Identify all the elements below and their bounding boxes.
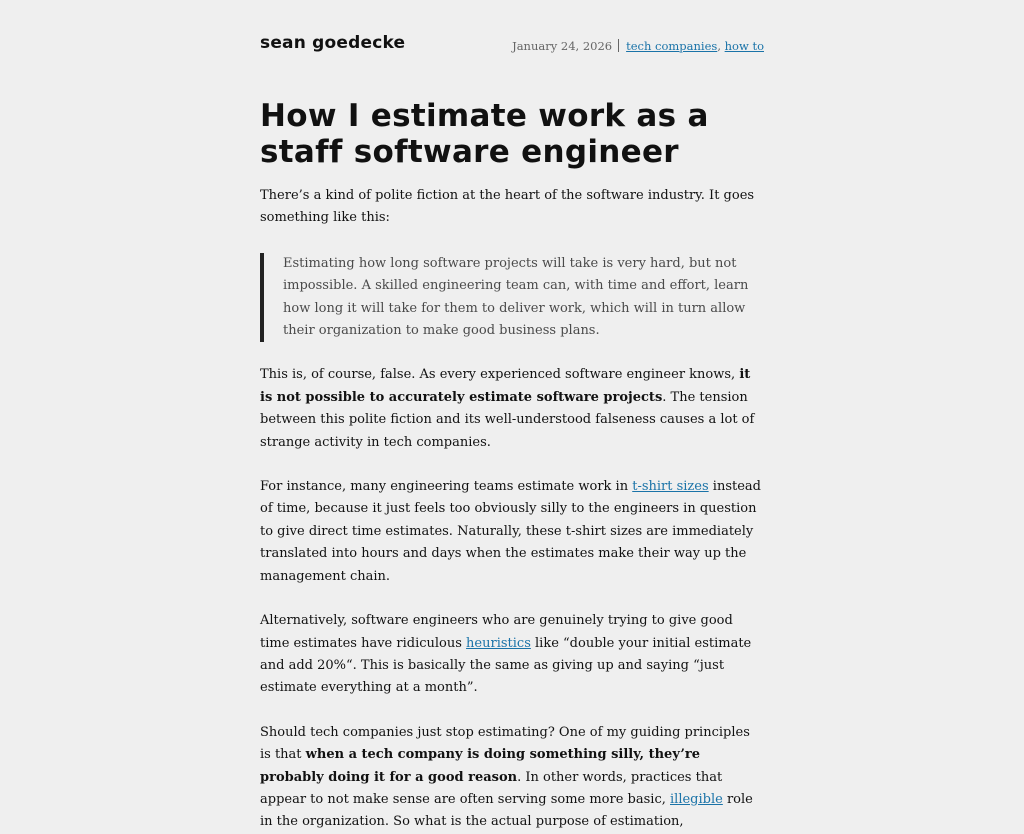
heuristics-link[interactable]: heuristics xyxy=(466,635,531,651)
article-page xyxy=(260,0,764,834)
intro-paragraph: There’s a kind of polite fiction at the heart of the software industry. It goes something like this: xyxy=(260,188,755,226)
paragraph-3-text-b: like “double your initial estimate and add 20%“. This is basically the same as giving up and saying “just estimate everything at a month”. xyxy=(260,635,752,696)
paragraph-2-text-a: For instance, many engineering teams estimate work in xyxy=(260,479,633,495)
tag-link-tech-companies[interactable]: tech companies xyxy=(626,39,718,53)
meta-divider xyxy=(618,39,619,52)
paragraph-4-text-a: Should tech companies just stop estimating? One of my guiding principles is that xyxy=(260,724,750,763)
paragraph-4 xyxy=(260,722,764,834)
paragraph-2-text-b: instead of time, because it just feels too obviously silly to the engineers in question to give direct time estimates. Naturally, these t-shirt sizes are immediately translated into hours and days when the estimates make their way up the management chain. xyxy=(260,479,761,584)
quote-text: Estimating how long software projects will take is very hard, but not impossible. A skilled engineering team can, with time and effort, learn how long it will take for them to deliver work, which will in turn allow their organization to make good business plans. xyxy=(283,255,749,339)
paragraph-1-bold: it is not possible to accurately estimate software projects xyxy=(260,367,751,405)
paragraph-3-text-a: Alternatively, software engineers who are genuinely trying to give good time estimates have ridiculous xyxy=(260,613,733,651)
site-header xyxy=(260,0,764,60)
paragraph-4-text-c: role in the organization. So what is the actual purpose of estimation, xyxy=(260,791,753,830)
paragraph-1 xyxy=(260,364,764,454)
post-meta xyxy=(512,39,764,53)
paragraph-1-text-b: . The tension between this polite fiction and its well-understood falseness causes a lot of strange activity in tech companies. xyxy=(260,389,755,450)
article-title: How I estimate work as a staff software engineer xyxy=(260,98,709,170)
paragraph-4-text-b: . In other words, practices that appear to not make sense are often serving some more basic, xyxy=(260,769,723,807)
t-shirt-sizes-link[interactable]: t-shirt sizes xyxy=(632,479,709,495)
paragraph-1-text-a: This is, of course, false. As every experienced software engineer knows, xyxy=(260,367,740,383)
tag-separator: , xyxy=(717,39,721,53)
blockquote xyxy=(260,253,764,343)
paragraph-3 xyxy=(260,610,764,700)
tag-link-how-to[interactable]: how to xyxy=(724,39,764,53)
illegible-link[interactable]: illegible xyxy=(670,791,723,807)
post-date: January 24, 2026 xyxy=(512,39,613,53)
site-title-link[interactable]: sean goedecke xyxy=(260,33,406,53)
paragraph-2 xyxy=(260,476,764,588)
paragraph-4-bold: when a tech company is doing something silly, they’re probably doing it for a good reason xyxy=(260,747,700,785)
